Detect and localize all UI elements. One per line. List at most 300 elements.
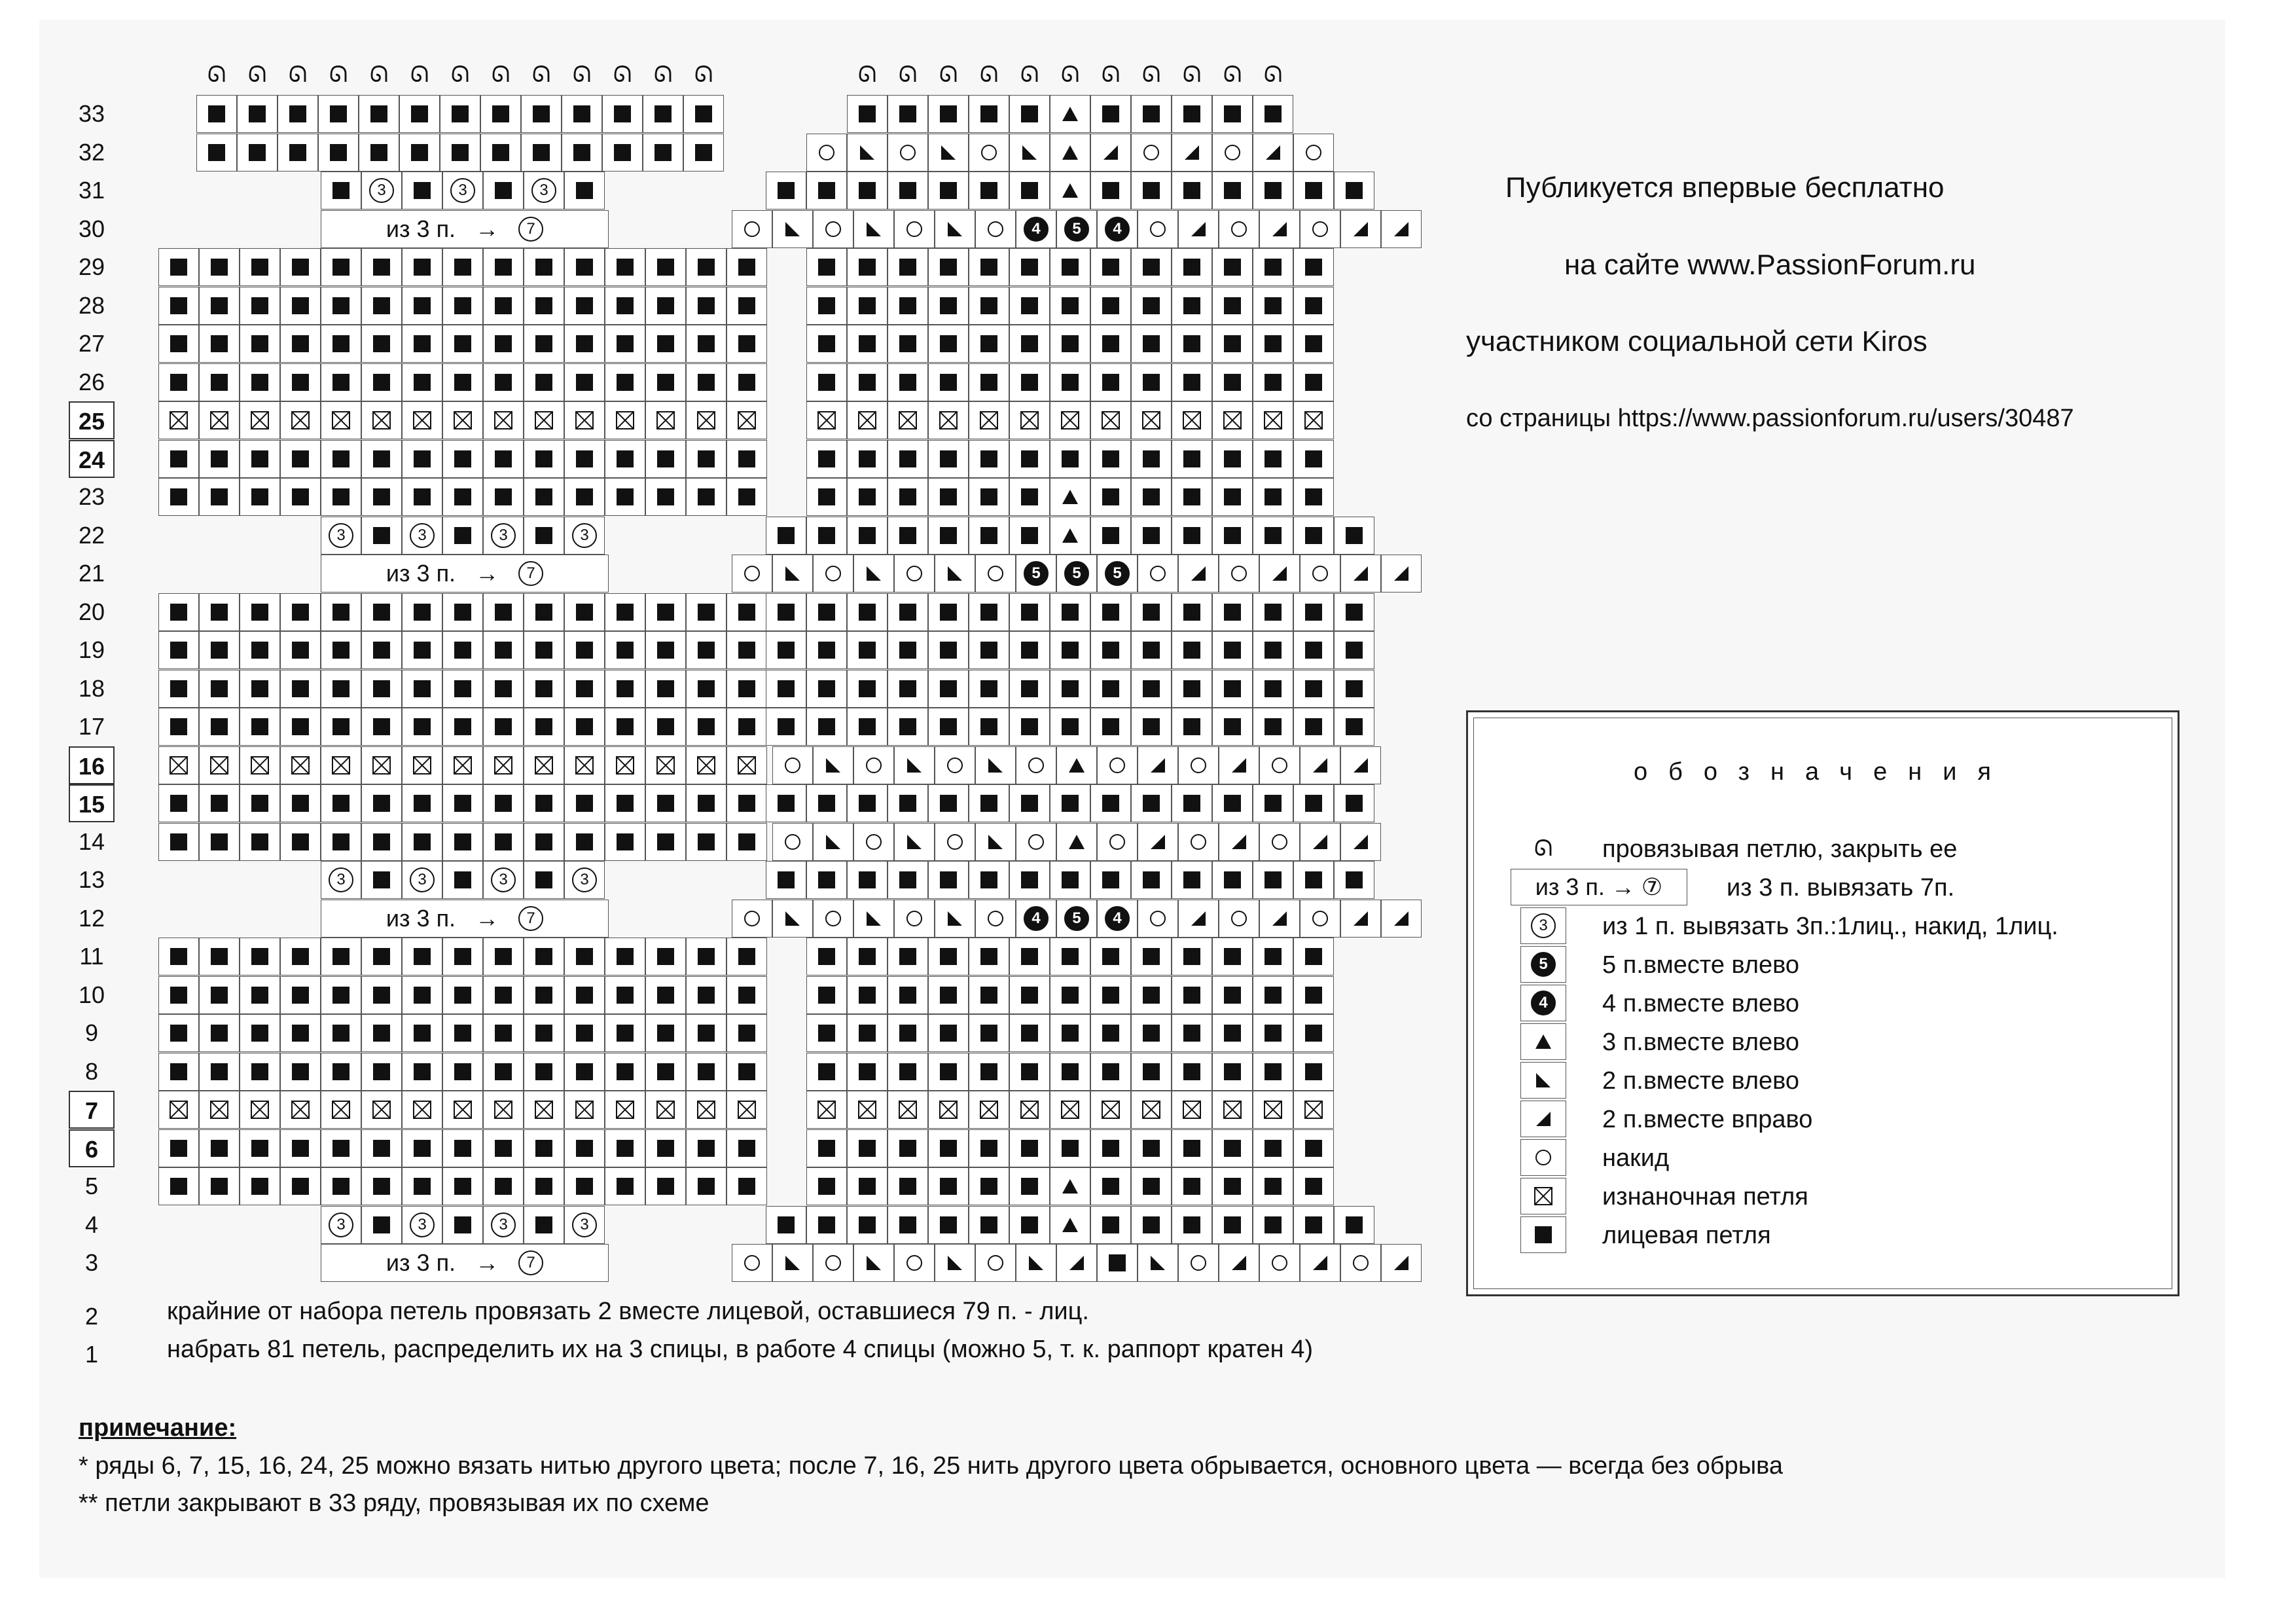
chart-cell (1090, 938, 1131, 976)
chart-cell (1131, 134, 1172, 172)
knit-stitch-icon (292, 450, 309, 467)
chart-cell (1293, 1206, 1334, 1244)
chart-cell (1090, 1053, 1131, 1091)
chart-cell (240, 746, 280, 784)
chart-cell (483, 1091, 524, 1129)
chart-cell (1050, 1206, 1090, 1244)
chart-cell (361, 248, 402, 286)
knit-stitch-icon (1346, 604, 1363, 621)
chart-cell (361, 1091, 402, 1129)
knit-stitch-icon (1143, 987, 1160, 1004)
chart-cell (199, 1091, 240, 1129)
chart-cell (1340, 823, 1381, 861)
chart-cell (645, 1091, 686, 1129)
chart-cell (813, 900, 853, 938)
purl-stitch-icon (1534, 1187, 1552, 1205)
knit-stitch-icon (211, 1140, 228, 1157)
knit-stitch-icon (1062, 795, 1079, 812)
knit-stitch-icon (899, 182, 916, 199)
knit-stitch-icon (1102, 604, 1119, 621)
chart-cell (361, 1014, 402, 1052)
knit-stitch-icon (617, 718, 634, 735)
two-tog-right-icon (1181, 141, 1203, 164)
two-tog-left-icon (944, 907, 966, 930)
knit-stitch-icon (414, 795, 431, 812)
chart-cell (237, 134, 278, 172)
knit-stitch-icon (535, 374, 552, 391)
chart-cell (1340, 1244, 1381, 1282)
row-number: 30 (78, 215, 105, 242)
row-number: 13 (78, 866, 105, 893)
knit-stitch-icon (535, 987, 552, 1004)
knit-stitch-icon (211, 833, 228, 850)
chart-cell (1293, 1167, 1334, 1205)
purl-stitch-icon (656, 756, 675, 775)
knit-stitch-icon (1224, 488, 1241, 505)
chart-cell (605, 325, 645, 363)
chart-cell (888, 670, 928, 708)
chart-cell (280, 708, 321, 746)
chart-cell (1212, 95, 1253, 133)
chart-cell (1050, 1129, 1090, 1167)
two-tog-right-icon (1350, 831, 1372, 853)
chart-cell (361, 478, 402, 516)
knit-stitch-icon (332, 335, 350, 352)
row-number: 29 (78, 253, 105, 280)
purl-stitch-icon (817, 1101, 836, 1119)
knit-stitch-icon (698, 297, 715, 314)
knit-stitch-icon (1183, 987, 1200, 1004)
three-tog-icon (1532, 1030, 1554, 1053)
chart-cell (321, 287, 361, 325)
chart-cell (1212, 938, 1253, 976)
chart-cell (1016, 1244, 1056, 1282)
chart-cell (1293, 631, 1334, 669)
chart-cell (158, 248, 199, 286)
chart-cell (1253, 1129, 1293, 1167)
knit-stitch-icon (738, 297, 755, 314)
yarn-over-icon (1231, 221, 1247, 237)
knit-stitch-icon (332, 680, 350, 697)
chart-cell (321, 823, 361, 861)
chart-cell (813, 555, 853, 593)
chart-cell (1090, 363, 1131, 401)
arrow-right-icon: → (475, 215, 499, 242)
yarn-over-icon (785, 757, 800, 773)
chart-cell (1172, 1053, 1212, 1091)
knit-stitch-icon (1224, 335, 1241, 352)
knit-stitch-icon (535, 1025, 552, 1042)
chart-cell (1050, 401, 1090, 439)
chart-cell (726, 1014, 767, 1052)
knit-stitch-icon (980, 450, 997, 467)
chart-cell (321, 325, 361, 363)
chart-cell (483, 1014, 524, 1052)
chart-cell (199, 631, 240, 669)
chart-cell (1253, 363, 1293, 401)
knit-stitch-icon (1143, 1140, 1160, 1157)
chart-cell (605, 440, 645, 478)
knit-stitch-icon (899, 642, 916, 659)
chart-cell (1172, 938, 1212, 976)
knit-stitch-icon (1305, 1216, 1322, 1233)
knit-stitch-icon (1021, 604, 1038, 621)
chart-cell (1253, 1167, 1293, 1205)
chart-cell (442, 401, 483, 439)
knit-stitch-icon (1102, 182, 1119, 199)
chart-cell (928, 976, 969, 1014)
knit-stitch-icon (1021, 259, 1038, 276)
chart-cell (645, 823, 686, 861)
knit-stitch-icon (1062, 1140, 1079, 1157)
knit-stitch-icon (617, 1178, 634, 1195)
chart-cell (928, 1091, 969, 1129)
chart-cell (847, 1014, 888, 1052)
knit-stitch-icon (1143, 1063, 1160, 1080)
purl-stitch-icon (291, 411, 310, 429)
knit-stitch-icon (251, 335, 268, 352)
legend-text: провязывая петлю, закрыть ее (1602, 835, 1958, 863)
three-tog-icon (1059, 486, 1081, 508)
knit-stitch-icon (617, 259, 634, 276)
chart-cell (402, 746, 442, 784)
chart-cell (1050, 1053, 1090, 1091)
knit-stitch-icon (1143, 680, 1160, 697)
two-tog-right-icon (1350, 218, 1372, 240)
row-number: 2 (84, 1303, 99, 1330)
knit-stitch-icon (738, 450, 755, 467)
knit-stitch-icon (1183, 1140, 1200, 1157)
knit-stitch-icon (1265, 604, 1282, 621)
knit-stitch-icon (454, 680, 471, 697)
knit-stitch-icon (859, 1025, 876, 1042)
chart-cell (483, 823, 524, 861)
chart-cell (928, 593, 969, 631)
purl-stitch-icon (1223, 411, 1242, 429)
chart-cell (772, 1244, 813, 1282)
chart-cell (806, 976, 847, 1014)
knit-stitch-icon (738, 259, 755, 276)
three-tog-icon (1059, 179, 1081, 202)
knit-stitch-icon (980, 1216, 997, 1233)
row-number: 10 (78, 981, 105, 1008)
bind-off-icon: ᘏ (491, 62, 511, 87)
knit-stitch-icon (1183, 335, 1200, 352)
three-from-one-icon: 3 (329, 1213, 353, 1237)
chart-cell (766, 670, 806, 708)
knit-stitch-icon (1183, 1063, 1200, 1080)
knit-stitch-icon (1183, 297, 1200, 314)
knit-stitch-icon (940, 182, 957, 199)
chart-cell (321, 440, 361, 478)
knit-stitch-icon (495, 718, 512, 735)
chart-cell (605, 401, 645, 439)
row-number: 33 (78, 100, 105, 127)
knit-stitch-icon (818, 297, 835, 314)
knit-stitch-icon (170, 795, 187, 812)
chart-cell (1009, 784, 1050, 822)
chart-cell (564, 976, 605, 1014)
chart-cell (240, 1053, 280, 1091)
purl-stitch-icon (372, 756, 391, 775)
purl-stitch-icon (291, 756, 310, 775)
row-number: 22 (78, 521, 105, 549)
knit-stitch-icon (1346, 527, 1363, 544)
knit-stitch-icon (657, 450, 674, 467)
purl-stitch-icon (616, 1101, 634, 1119)
knit-stitch-icon (251, 488, 268, 505)
chart-cell (975, 210, 1016, 248)
notes-heading: примечание: (79, 1414, 237, 1442)
knit-stitch-icon (657, 987, 674, 1004)
chart-cell (1050, 517, 1090, 555)
chart-cell (605, 1053, 645, 1091)
knit-stitch-icon (535, 335, 552, 352)
chart-cell (1009, 287, 1050, 325)
yarn-over-icon (1225, 145, 1240, 160)
chart-cell (726, 401, 767, 439)
chart-cell (158, 1129, 199, 1167)
knit-stitch-icon (495, 1140, 512, 1157)
chart-cell (969, 784, 1009, 822)
chart-cell (402, 784, 442, 822)
chart-cell (564, 938, 605, 976)
chart-cell (280, 938, 321, 976)
knit-stitch-icon (576, 259, 593, 276)
knit-stitch-icon (1062, 335, 1079, 352)
knit-stitch-icon (1143, 488, 1160, 505)
chart-cell (686, 478, 726, 516)
chart-cell (1131, 631, 1172, 669)
chart-cell (1212, 478, 1253, 516)
bind-off-icon: ᘏ (694, 62, 713, 87)
chart-cell (442, 517, 483, 555)
yarn-over-icon (825, 566, 841, 581)
knit-stitch-icon (1224, 259, 1241, 276)
knit-stitch-icon (899, 1216, 916, 1233)
knit-stitch-icon (1305, 871, 1322, 888)
chart-cell (1253, 1091, 1293, 1129)
yarn-over-icon (1306, 145, 1321, 160)
chart-cell (1381, 210, 1422, 248)
three-from-one-icon: 3 (491, 1213, 516, 1237)
four-tog-icon: 4 (1105, 217, 1130, 242)
chart-cell (1212, 172, 1253, 210)
pub-line-4: со страницы https://www.passionforum.ru/users/30487 (1466, 405, 2074, 432)
chart-cell (524, 517, 564, 555)
chart-cell (524, 363, 564, 401)
knit-stitch-icon (899, 488, 916, 505)
knit-stitch-icon (617, 297, 634, 314)
knit-stitch-icon (251, 1025, 268, 1042)
knit-stitch-icon (170, 833, 187, 850)
chart-cell (813, 823, 853, 861)
knit-stitch-icon (251, 450, 268, 467)
legend-symbol-left2 (1520, 1062, 1566, 1099)
knit-stitch-icon (170, 259, 187, 276)
chart-cell (442, 746, 483, 784)
chart-cell (442, 287, 483, 325)
knit-stitch-icon (292, 1178, 309, 1195)
legend-text: 5 п.вместе влево (1602, 951, 1800, 979)
chart-cell (766, 631, 806, 669)
knit-stitch-icon (778, 604, 795, 621)
chart-cell (1212, 363, 1253, 401)
knit-stitch-icon (170, 1025, 187, 1042)
chart-cell (1131, 401, 1172, 439)
chart-cell (969, 363, 1009, 401)
chart-cell (928, 287, 969, 325)
chart-cell (928, 325, 969, 363)
knit-stitch-icon (414, 259, 431, 276)
bind-off-icon: ᘏ (531, 62, 551, 87)
knit-stitch-icon (617, 1063, 634, 1080)
chart-cell (483, 938, 524, 976)
knit-stitch-icon (738, 1178, 755, 1195)
chart-cell (888, 784, 928, 822)
knit-stitch-icon (698, 374, 715, 391)
chart-cell (888, 631, 928, 669)
knit-stitch-icon (617, 335, 634, 352)
row-number: 16 (69, 746, 115, 784)
knit-stitch-icon (940, 450, 957, 467)
purl-stitch-icon (980, 1101, 998, 1119)
knit-stitch-icon (1102, 488, 1119, 505)
knit-stitch-icon (940, 987, 957, 1004)
purl-stitch-icon (1183, 1101, 1201, 1119)
knit-stitch-icon (495, 833, 512, 850)
knit-stitch-icon (1346, 680, 1363, 697)
two-tog-left-icon (1147, 1252, 1169, 1274)
knit-stitch-icon (698, 718, 715, 735)
knit-stitch-icon (454, 488, 471, 505)
knit-stitch-icon (1224, 948, 1241, 965)
chart-cell (240, 938, 280, 976)
chart-cell (1050, 363, 1090, 401)
knit-stitch-icon (211, 680, 228, 697)
chart-cell (280, 631, 321, 669)
chart-cell (1172, 1129, 1212, 1167)
knit-stitch-icon (414, 604, 431, 621)
knit-stitch-icon (899, 259, 916, 276)
chart-cell (199, 363, 240, 401)
chart-cell (969, 631, 1009, 669)
chart-cell (1131, 861, 1172, 899)
chart-cell (847, 478, 888, 516)
knit-stitch-icon (251, 259, 268, 276)
knit-stitch-icon (1102, 795, 1119, 812)
chart-cell (726, 784, 767, 822)
knit-stitch-icon (940, 680, 957, 697)
chart-cell (442, 478, 483, 516)
knit-stitch-icon (292, 948, 309, 965)
chart-cell (483, 325, 524, 363)
knit-stitch-icon (535, 527, 552, 544)
chart-cell (975, 1244, 1016, 1282)
knit-stitch-icon (414, 450, 431, 467)
knit-stitch-icon (859, 718, 876, 735)
chart-cell (1131, 1167, 1172, 1205)
chart-cell (969, 1129, 1009, 1167)
knit-stitch-icon (1305, 1140, 1322, 1157)
purl-stitch-icon (1061, 1101, 1079, 1119)
three-from-one-icon: 3 (491, 523, 516, 548)
two-tog-left-icon (937, 141, 960, 164)
chart-cell (1293, 287, 1334, 325)
two-tog-right-icon (1390, 562, 1412, 585)
chart-cell (399, 95, 440, 133)
chart-cell (1212, 1053, 1253, 1091)
chart-cell (158, 784, 199, 822)
chart-cell (1009, 363, 1050, 401)
knit-stitch-icon (452, 144, 469, 161)
chart-cell (1090, 593, 1131, 631)
two-tog-left-icon (944, 1252, 966, 1274)
knit-stitch-icon (980, 987, 997, 1004)
chart-cell (1090, 1091, 1131, 1129)
knit-stitch-icon (778, 642, 795, 659)
two-tog-left-icon (856, 141, 878, 164)
knit-stitch-icon (211, 1063, 228, 1080)
row-number: 1 (84, 1341, 99, 1368)
chart-cell (847, 938, 888, 976)
chart-cell (806, 1129, 847, 1167)
knit-stitch-icon (330, 105, 347, 122)
knit-stitch-icon (1346, 1216, 1363, 1233)
chart-cell (1056, 210, 1097, 248)
chart-cell (402, 363, 442, 401)
knit-stitch-icon (738, 1140, 755, 1157)
chart-cell (847, 976, 888, 1014)
knit-stitch-icon (940, 374, 957, 391)
bind-off-icon: ᘏ (1263, 62, 1283, 87)
knit-stitch-icon (657, 604, 674, 621)
two-tog-right-icon (1187, 218, 1210, 240)
chart-cell (524, 1167, 564, 1205)
chart-cell (605, 976, 645, 1014)
chart-cell (686, 401, 726, 439)
chart-cell (1212, 1091, 1253, 1129)
chart-cell (683, 134, 724, 172)
knit-stitch-icon (495, 488, 512, 505)
chart-cell (645, 1053, 686, 1091)
chart-cell (1253, 938, 1293, 976)
chart-cell (442, 708, 483, 746)
row-number: 8 (84, 1057, 99, 1085)
chart-cell (402, 248, 442, 286)
chart-cell (321, 1014, 361, 1052)
chart-cell (969, 478, 1009, 516)
chart-cell (321, 248, 361, 286)
chart-cell (1131, 1129, 1172, 1167)
knit-stitch-icon (1305, 604, 1322, 621)
knit-stitch-icon (778, 527, 795, 544)
row-number: 21 (78, 560, 105, 587)
chart-cell (1253, 248, 1293, 286)
knit-stitch-icon (657, 259, 674, 276)
purl-stitch-icon (1223, 1101, 1242, 1119)
chart-cell (894, 555, 935, 593)
knit-stitch-icon (535, 948, 552, 965)
chart-cell (1340, 900, 1381, 938)
chart-cell (928, 95, 969, 133)
knit-stitch-icon (940, 642, 957, 659)
chart-cell (806, 134, 847, 172)
knit-stitch-icon (1183, 948, 1200, 965)
chart-cell (969, 440, 1009, 478)
chart-cell (1172, 248, 1212, 286)
chart-cell (726, 1053, 767, 1091)
